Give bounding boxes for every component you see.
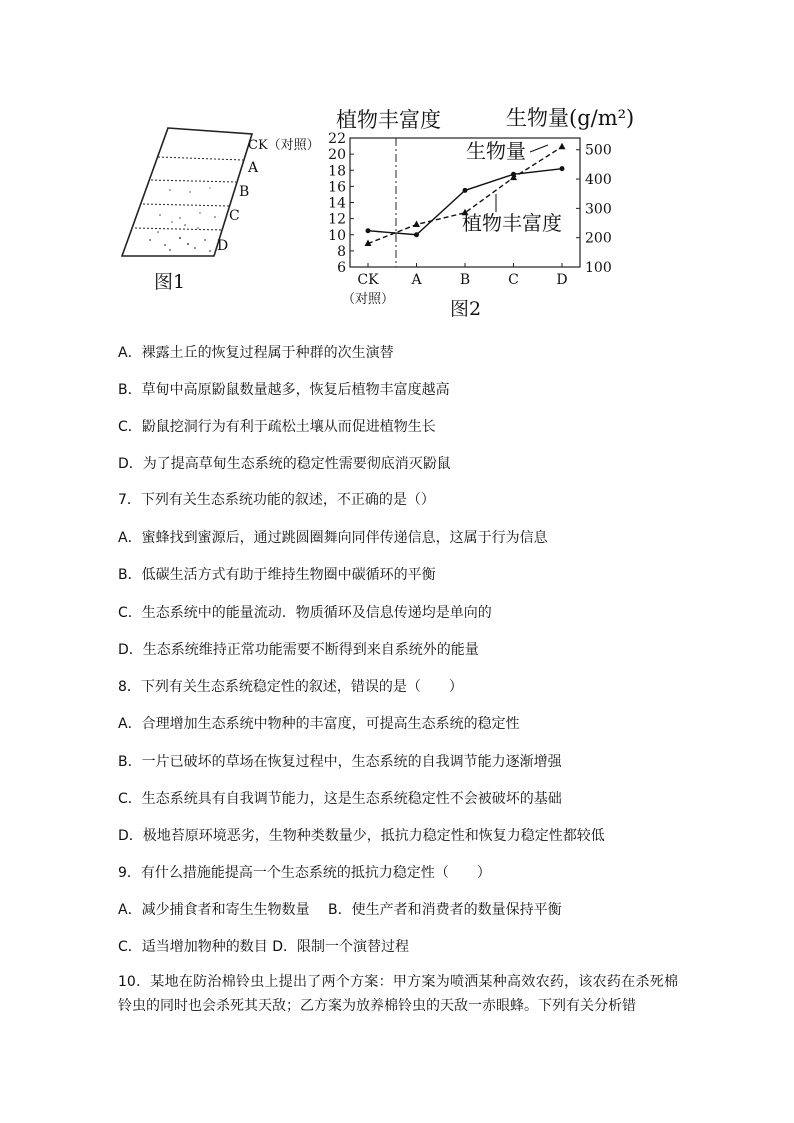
fig1-label-ck: CK（对照）	[248, 138, 320, 153]
x-tick-label: CK	[357, 272, 379, 288]
right-tick-label: 300	[585, 201, 612, 218]
left-tick-label: 6	[337, 260, 346, 276]
right-tick-label: 200	[585, 230, 612, 247]
figure1-caption: 图1	[154, 271, 186, 293]
figure-area	[110, 100, 650, 330]
right-tick-label: 400	[585, 172, 612, 189]
richness-series-label: 植物丰富度	[462, 211, 562, 235]
fig1-label-c: C	[229, 208, 240, 224]
question-line: C．鼢鼠挖洞行为有利于疏松土壤从而促进植物生长	[118, 419, 436, 435]
left-tick-label: 14	[328, 195, 346, 212]
biomass-point	[559, 143, 566, 150]
left-tick-label: 16	[328, 179, 346, 196]
biomass-leader	[530, 145, 548, 152]
question-line: C．生态系统中的能量流动．物质循环及信息传递均是单向的	[118, 605, 492, 621]
left-tick-label: 8	[337, 243, 346, 260]
fig1-label-d: D	[217, 238, 229, 254]
left-tick-label: 10	[328, 227, 346, 244]
plot-frame	[350, 138, 580, 267]
x-tick-label: B	[459, 272, 471, 288]
x-tick-label: D	[556, 272, 568, 288]
right-tick-label: 500	[585, 142, 612, 159]
x-tick-label: A	[411, 272, 422, 288]
question-line: A．裸露土丘的恢复过程属于种群的次生演替	[118, 345, 394, 361]
question-line: B．低碳生活方式有助于维持生物圈中碳循环的平衡	[118, 567, 436, 583]
question-line: 9．有什么措施能提高一个生态系统的抵抗力稳定性（ ）	[118, 865, 491, 881]
richness-point	[463, 188, 468, 193]
left-axis-title: 植物丰富度	[336, 108, 441, 132]
question-line: 8．下列有关生态系统稳定性的叙述，错误的是（ ）	[118, 679, 463, 695]
question-line: D．极地苔原环境恶劣，生物种类数量少，抵抗力稳定性和恢复力稳定性都较低	[118, 828, 605, 844]
question-line: C．适当增加物种的数目 D．限制一个演替过程	[118, 939, 410, 955]
richness-point	[560, 166, 565, 171]
biomass-point	[413, 220, 420, 227]
question-line: B．一片已破坏的草场在恢复过程中，生态系统的自我调节能力逐渐增强	[118, 754, 562, 770]
right-tick-label: 100	[585, 260, 612, 276]
biomass-series-label: 生物量	[466, 139, 526, 163]
x-tick-sublabel: （对照）	[341, 292, 395, 307]
left-tick-label: 22	[328, 131, 346, 147]
fig1-label-b: B	[239, 184, 250, 200]
figure2-caption: 图2	[450, 298, 482, 320]
left-tick-label: 20	[328, 147, 346, 164]
question-10: 10．某地在防治棉铃虫上提出了两个方案：甲方案为喷洒某种高效农药，该农药在杀死棉铃虫的同时也会杀死其天敌；乙方案为放养棉铃虫的天敌一赤眼蜂。下列有关分析错	[118, 974, 678, 1014]
question-line: A．减少捕食者和寄生生物数量 B．使生产者和消费者的数量保持平衡	[118, 902, 562, 918]
question-line: A．蜜蜂找到蜜源后，通过跳圆圈舞向同伴传递信息，这属于行为信息	[118, 530, 548, 546]
question-line: A．合理增加生态系统中物种的丰富度，可提高生态系统的稳定性	[118, 716, 520, 732]
left-tick-label: 18	[328, 163, 346, 180]
left-tick-label: 12	[328, 211, 346, 228]
right-axis-title: 生物量(g/m²)	[506, 106, 635, 130]
fig1-label-a: A	[248, 160, 259, 176]
figure2-chart	[110, 100, 650, 330]
richness-point	[414, 232, 419, 237]
question-line: C．生态系统具有自我调节能力，这是生态系统稳定性不会被破坏的基础	[118, 791, 562, 807]
x-tick-label: C	[508, 272, 519, 288]
richness-point	[366, 228, 371, 233]
question-line: D．生态系统维持正常功能需要不断得到来自系统外的能量	[118, 642, 479, 658]
question-line: B．草甸中高原鼢鼠数量越多，恢复后植物丰富度越高	[118, 382, 450, 398]
question-line: D．为了提高草甸生态系统的稳定性需要彻底消灭鼢鼠	[118, 456, 451, 472]
question-line: 7．下列有关生态系统功能的叙述，不正确的是（）	[118, 492, 435, 508]
